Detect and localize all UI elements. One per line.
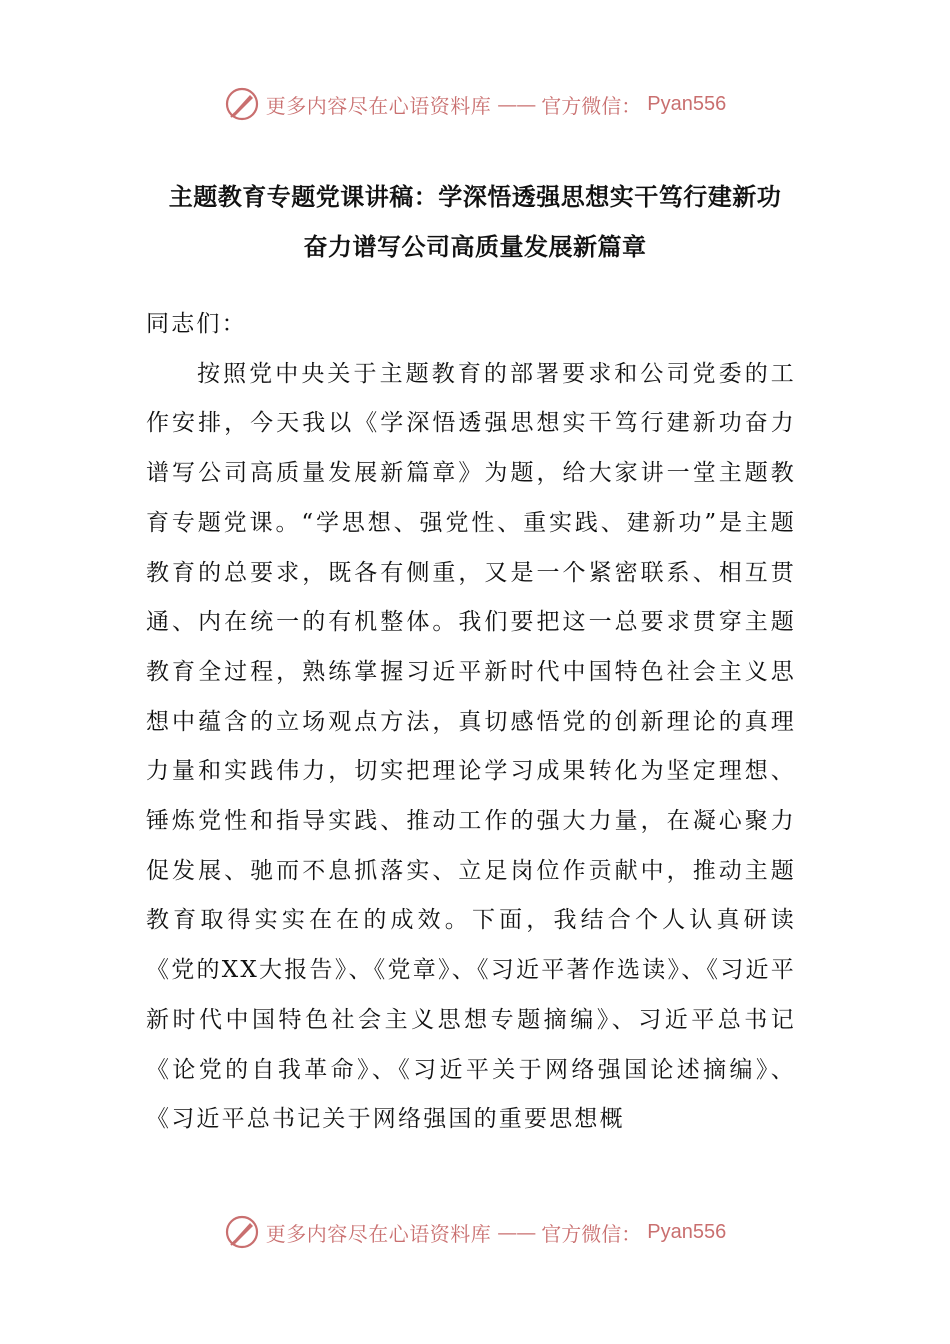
banner-wechat-id: Pyan556 [647,1220,727,1243]
banner-wechat-label: 官方微信： [541,1221,642,1246]
banner-separator: —— [497,1220,536,1244]
title-line-2: 奋力谱写公司高质量发展新篇章 [303,233,647,261]
document-title [120,172,830,272]
quill-logo-icon [224,1214,260,1250]
banner-brand-text: 更多内容尽在心语资料库 [265,93,492,118]
quill-logo-icon [224,86,260,122]
document-body [146,300,796,1145]
header-watermark-banner [0,80,950,128]
title-line-1: 主题教育专题党课讲稿：学深悟透强思想实干笃行建新功 [168,183,782,211]
banner-wechat-label: 官方微信： [541,93,642,118]
banner-wechat-id: Pyan556 [647,92,727,115]
banner-separator: —— [497,92,536,116]
salutation: 同志们： [146,311,247,337]
banner-brand-text: 更多内容尽在心语资料库 [265,1221,492,1246]
footer-watermark-banner [0,1208,950,1256]
body-paragraph: 按照党中央关于主题教育的部署要求和公司党委的工作安排，今天我以《学深悟透强思想实干笃行建新功奋力谱写公司高质量发展新篇章》为题，给大家讲一堂主题教育专题党课。“学思想、强党性、重实践、建新功”是主题教育的总要求，既各有侧重，又是一个紧密联系、相互贯通、内在统一的有机整体。我们要把这一总要求贯穿主题教育全过程，熟练掌握习近平新时代中国特色社会主义思想中蕴含的立场观点方法，真切感悟党的创新理论的真理力量和实践伟力，切实把理论学习成果转化为坚定理想、锤炼党性和指导实践、推动工作的强大力量，在凝心聚力促发展、驰而不息抓落实、立足岗位作贡献中，推动主题教育取得实实在在的成效。下面，我结合个人认真研读《党的XX大报告》、《党章》、《习近平著作选读》、《习近平新时代中国特色社会主义思想专题摘编》、习近平总书记《论党的自我革命》、《习近平关于网络强国论述摘编》、《习近平总书记关于网络强国的重要思想概 [146,360,796,1133]
